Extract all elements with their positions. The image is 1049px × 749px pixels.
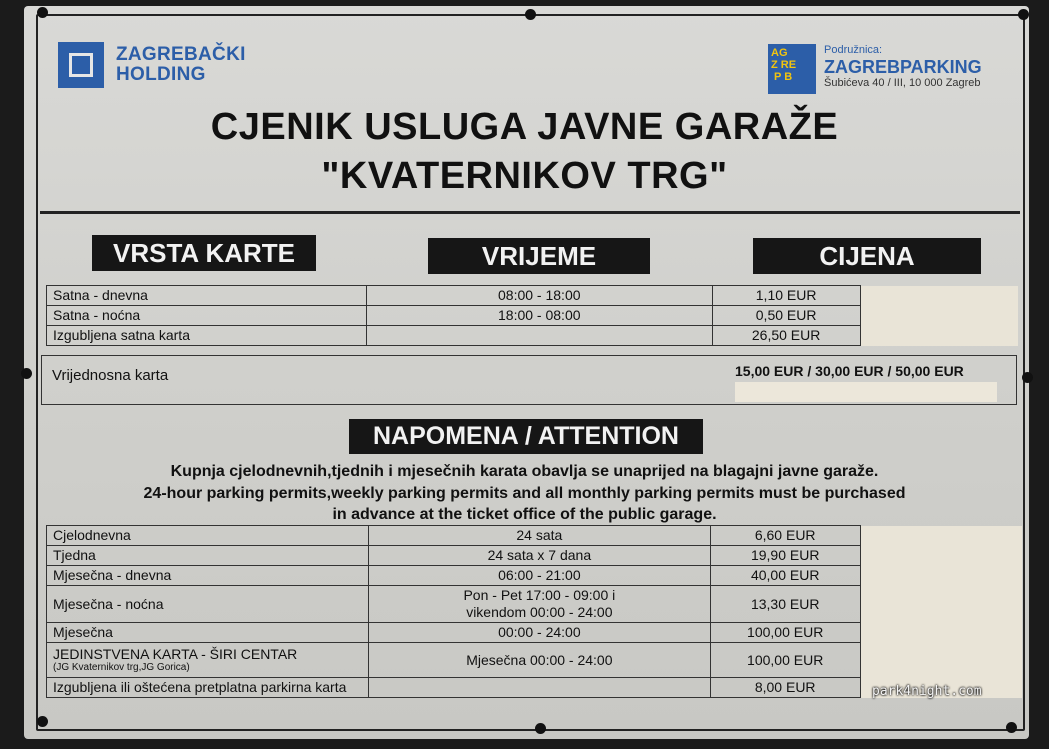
note-line: 24-hour parking permits,weekly parking permits and all monthly parking permits must be purchased [143, 485, 906, 502]
header-type: VRSTA KARTE [92, 235, 316, 271]
permit-time: Mjesečna 00:00 - 24:00 [368, 643, 710, 678]
zagrebparking-logo [768, 44, 982, 94]
note-header: NAPOMENA / ATTENTION [349, 419, 703, 454]
holding-logo-text: ZAGREBAČKI HOLDING [116, 44, 246, 85]
permit-name: Cjelodnevna [47, 526, 369, 546]
bolt [1022, 372, 1033, 383]
permit-time: 24 sata [368, 526, 710, 546]
permit-price: 100,00 EUR [710, 623, 860, 643]
blurred-area [860, 286, 1018, 346]
ticket-name: Izgubljena satna karta [47, 326, 367, 346]
sign-subtitle: "KVATERNIKOV TRG" [321, 155, 728, 197]
blurred-area [735, 382, 997, 402]
blurred-area [860, 526, 1022, 698]
bolt [37, 716, 48, 727]
permit-name: Tjedna [47, 546, 369, 566]
permit-price: 8,00 EUR [710, 678, 860, 698]
permit-time [368, 678, 710, 698]
ticket-price: 1,10 EUR [712, 286, 860, 306]
zagrebparking-address: Šubićeva 40 / III, 10 000 Zagreb [824, 77, 981, 89]
header-time: VRIJEME [428, 238, 650, 274]
ticket-time: 18:00 - 08:00 [366, 306, 712, 326]
permit-time: 00:00 - 24:00 [368, 623, 710, 643]
bolt [1018, 9, 1029, 20]
permit-time: 06:00 - 21:00 [368, 566, 710, 586]
permit-price: 40,00 EUR [710, 566, 860, 586]
permit-time: 24 sata x 7 dana [368, 546, 710, 566]
permit-price: 13,30 EUR [710, 586, 860, 623]
sign-title: CJENIK USLUGA JAVNE GARAŽE [210, 106, 839, 148]
permit-time: vikendom 00:00 - 24:00 [466, 604, 613, 620]
permit-name: Izgubljena ili oštećena pretplatna parkirna karta [47, 678, 369, 698]
permit-name: Mjesečna [47, 623, 369, 643]
watermark: park4night.com [872, 684, 982, 699]
permit-price: 100,00 EUR [710, 643, 860, 678]
zagrebparking-name: ZAGREBPARKING [824, 57, 982, 77]
permit-name: Mjesečna - noćna [47, 586, 369, 623]
ticket-time [366, 326, 712, 346]
value-card-prices: 15,00 EUR / 30,00 EUR / 50,00 EUR [735, 363, 964, 379]
bolt [37, 7, 48, 18]
divider [40, 211, 1020, 214]
ticket-name: Satna - noćna [47, 306, 367, 326]
ticket-price: 0,50 EUR [712, 306, 860, 326]
permit-name: Mjesečna - dnevna [47, 566, 369, 586]
tickets-table [46, 285, 1018, 346]
ticket-price: 26,50 EUR [712, 326, 860, 346]
ticket-name: Satna - dnevna [47, 286, 367, 306]
permit-name: JEDINSTVENA KARTA - ŠIRI CENTAR [53, 645, 298, 662]
zagrebparking-label: Podružnica: [824, 44, 883, 56]
bolt [1006, 722, 1017, 733]
note-line: Kupnja cjelodnevnih,tjednih i mjesečnih karata obavlja se unaprijed na blagajni javne garaže. [170, 463, 879, 480]
holding-square-icon [58, 42, 104, 88]
permit-price: 19,90 EUR [710, 546, 860, 566]
header-price: CIJENA [753, 238, 981, 274]
note-line: in advance at the ticket office of the public garage. [332, 506, 717, 523]
bolt [525, 9, 536, 20]
table-row [47, 286, 1019, 306]
permit-subtitle: (JG Kvaternikov trg,JG Gorica) [53, 661, 190, 673]
ticket-time: 08:00 - 18:00 [366, 286, 712, 306]
permit-price: 6,60 EUR [710, 526, 860, 546]
zagrebacki-holding-logo [58, 42, 276, 88]
zagrebparking-mark-icon: AG Z RE P B [768, 44, 816, 94]
permit-time: Pon - Pet 17:00 - 09:00 i [463, 587, 616, 603]
permits-table [46, 525, 1022, 698]
table-row [47, 526, 1023, 546]
value-card-name: Vrijednosna karta [52, 367, 169, 384]
bolt [21, 368, 32, 379]
bolt [535, 723, 546, 734]
